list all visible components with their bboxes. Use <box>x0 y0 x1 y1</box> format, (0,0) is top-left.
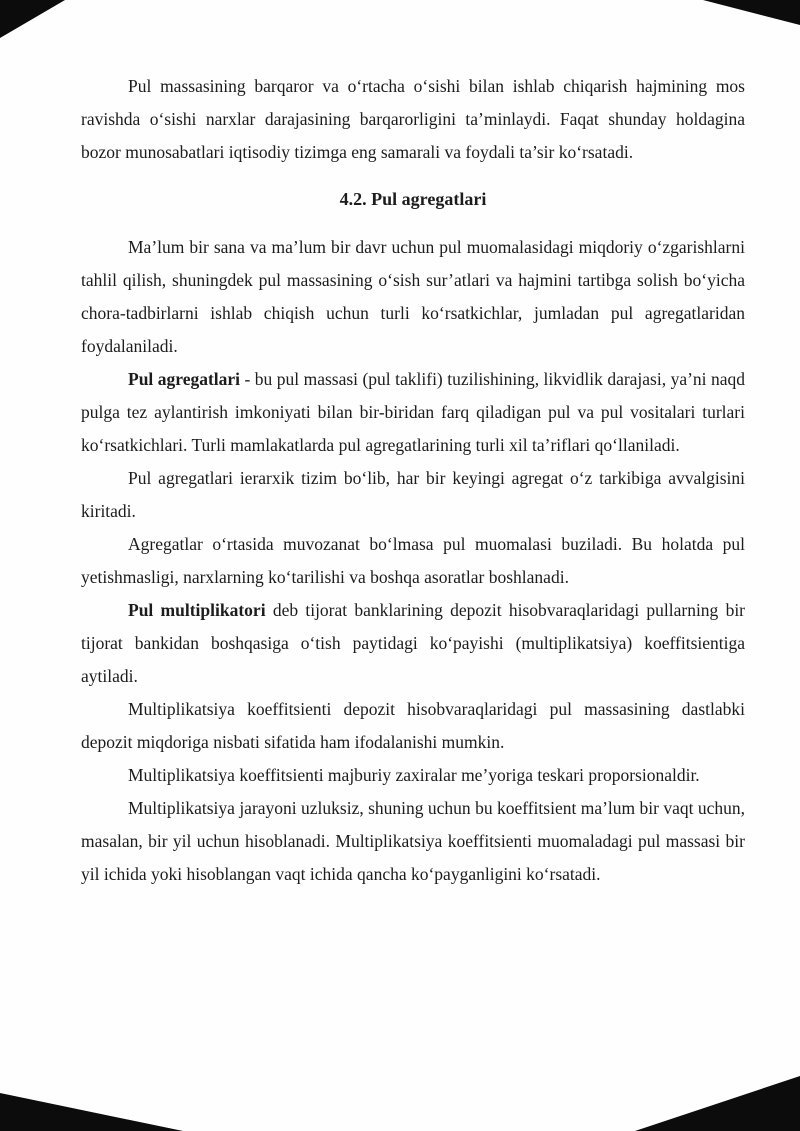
page-corner-shadow-bottom-right <box>635 1076 800 1131</box>
page-corner-shadow-top-left <box>0 0 65 38</box>
paragraph <box>81 693 745 759</box>
section-heading: 4.2. Pul agregatlari <box>339 189 487 209</box>
paragraph-bold-lead: Pul multiplikatori <box>128 600 266 620</box>
paragraph-text: Multiplikatsiya koeffitsienti depozit hisobvaraqlaridagi pul massasining dastlabki depozit miqdoriga nisbati sifatida ham ifodalanishi mumkin. <box>81 699 745 752</box>
paragraph <box>81 231 745 363</box>
paragraph <box>81 528 745 594</box>
paragraph-text: Pul massasining barqaror va o‘rtacha o‘sishi bilan ishlab chiqarish hajmining mos ravishda o‘sishi narxlar darajasining barqarorligini ta’minlaydi. Faqat shunday holdagina bozor munosabatlari iqtisodiy tizimga eng samarali va foydali ta’sir ko‘rsatadi. <box>81 76 745 162</box>
paragraph-bold-lead: Pul agregatlari <box>128 369 241 389</box>
paragraph-definition-pul-multiplikatori <box>81 594 745 693</box>
paragraph-definition-pul-agregatlari <box>81 363 745 462</box>
paragraph <box>81 462 745 528</box>
paragraph <box>81 759 745 792</box>
paragraph-text: deb tijorat banklarining depozit hisobvaraqlaridagi pullarning bir tijorat bankidan boshqasiga o‘tish paytidagi ko‘payishi (multiplikatsiya) koeffitsientiga aytiladi. <box>81 600 746 686</box>
paragraph-text: Ma’lum bir sana va ma’lum bir davr uchun pul muomalasidagi miqdoriy o‘zgarishlarni tahlil qilish, shuningdek pul massasining o‘sish sur’atlari va hajmini tartibga solish bo‘yicha chora-tadbirlarni ishlab chiqish uchun turli ko‘rsatkichlar, jumladan pul agregatlaridan foydalaniladi. <box>81 237 745 356</box>
paragraph-text: Multiplikatsiya koeffitsienti majburiy zaxiralar me’yoriga teskari proporsionaldir. <box>128 765 700 785</box>
paragraph-text: - bu pul massasi (pul taklifi) tuzilishining, likvidlik darajasi, ya’ni naqd pulga tez aylantirish imkoniyati bilan bir-biridan farq qiladigan pul va pul vositalari turlari ko‘rsatkichlari. Turli mamlakatlarda pul agregatlarining turli xil ta’riflari qo‘llaniladi. <box>81 369 746 455</box>
paragraph-text: Pul agregatlari ierarxik tizim bo‘lib, har bir keyingi agregat o‘z tarkibiga avvalgisini kiritadi. <box>81 468 745 521</box>
paragraph-text: Agregatlar o‘rtasida muvozanat bo‘lmasa pul muomalasi buziladi. Bu holatda pul yetishmasligi, narxlarning ko‘tarilishi va boshqa asoratlar boshlanadi. <box>81 534 745 587</box>
page-text-block <box>81 70 745 891</box>
page-corner-shadow-top-right <box>703 0 800 25</box>
paragraph <box>81 792 745 891</box>
paragraph-intro <box>81 70 745 169</box>
paragraph-text: Multiplikatsiya jarayoni uzluksiz, shuning uchun bu koeffitsient ma’lum bir vaqt uchun, masalan, bir yil uchun hisoblanadi. Multiplikatsiya koeffitsienti muomaladagi pul massasi bir yil ichida yoki hisoblangan vaqt ichida qancha ko‘payganligini ko‘rsatadi. <box>81 798 745 884</box>
page-corner-shadow-bottom-left <box>0 1093 183 1131</box>
